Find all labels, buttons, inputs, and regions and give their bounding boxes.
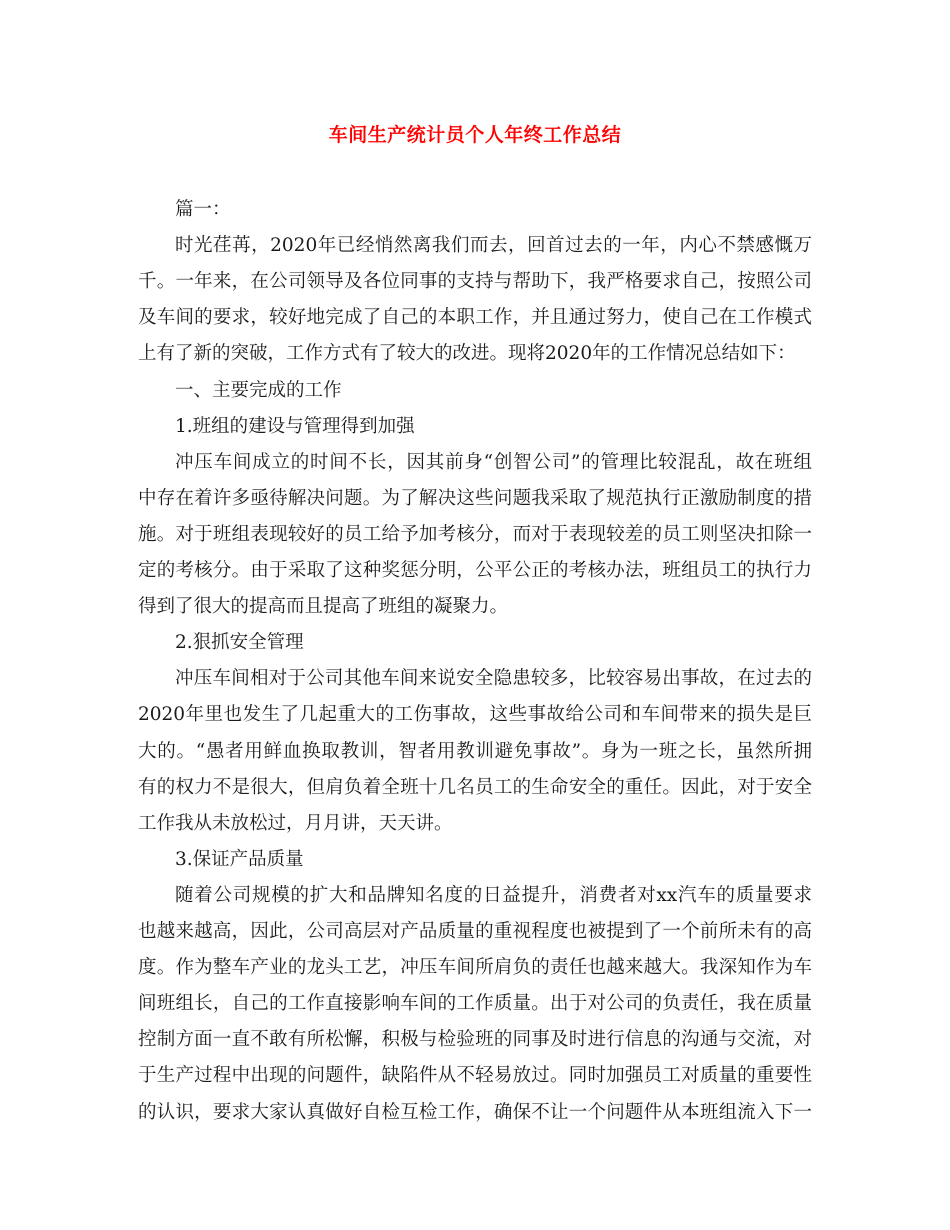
body-line: 控制方面一直不敢有所松懈，积极与检验班的同事及时进行信息的沟通与交流，对 (138, 1029, 812, 1051)
body-line: 2.狠抓安全管理 (175, 632, 304, 654)
body-line: 冲压车间相对于公司其他车间来说安全隐患较多，比较容易出事故，在过去的 (175, 668, 812, 690)
body-line: 有的权力不是很大，但肩负着全班十几名员工的生命安全的重任。因此，对于安全 (138, 776, 812, 798)
body-line: 大的。“愚者用鲜血换取教训，智者用教训避免事故”。身为一班之长，虽然所拥 (138, 740, 812, 762)
body-line: 上有了新的突破，工作方式有了较大的改进。现将2020年的工作情况总结如下： (138, 343, 796, 365)
body-line: 一、主要完成的工作 (175, 379, 342, 401)
body-line: 千。一年来，在公司领导及各位同事的支持与帮助下，我严格要求自己，按照公司 (138, 271, 812, 293)
body-line: 1.班组的建设与管理得到加强 (175, 415, 415, 437)
body-line: 间班组长，自己的工作直接影响车间的工作质量。出于对公司的负责任，我在质量 (138, 993, 812, 1015)
body-line: 篇一： (175, 199, 231, 220)
body-line: 的认识，要求大家认真做好自检互检工作，确保不让一个问题件从本班组流入下一 (138, 1101, 812, 1123)
body-line: 施。对于班组表现较好的员工给予加考核分，而对于表现较差的员工则坚决扣除一 (138, 523, 812, 545)
body-line: 定的考核分。由于采取了这种奖惩分明，公平公正的考核办法，班组员工的执行力 (138, 560, 812, 581)
body-line: 及车间的要求，较好地完成了自己的本职工作，并且通过努力，使自己在工作模式 (138, 307, 812, 329)
body-line: 度。作为整车产业的龙头工艺，冲压车间所肩负的责任也越来越大。我深知作为车 (138, 957, 812, 979)
body-line: 也越来越高，因此，公司高层对产品质量的重视程度也被提到了一个前所未有的高 (138, 921, 812, 942)
body-line: 随着公司规模的扩大和品牌知名度的日益提升，消费者对xx汽车的质量要求 (175, 884, 812, 906)
body-line: 得到了很大的提高而且提高了班组的凝聚力。 (138, 596, 509, 618)
document-title: 车间生产统计员个人年终工作总结 (328, 124, 622, 146)
body-line: 3.保证产品质量 (175, 848, 304, 870)
body-line: 冲压车间成立的时间不长，因其前身“创智公司”的管理比较混乱，故在班组 (175, 451, 812, 473)
body-line: 于生产过程中出现的问题件，缺陷件从不轻易放过。同时加强员工对质量的重要性 (138, 1065, 812, 1087)
body-line: 工作我从未放松过，月月讲，天天讲。 (138, 812, 453, 834)
body-line: 时光荏苒，2020年已经悄然离我们而去，回首过去的一年，内心不禁感慨万 (175, 235, 812, 257)
body-line: 中存在着许多亟待解决问题。为了解决这些问题我采取了规范执行正激励制度的措 (138, 487, 812, 509)
body-line: 2020年里也发生了几起重大的工伤事故，这些事故给公司和车间带来的损失是巨 (138, 704, 812, 726)
